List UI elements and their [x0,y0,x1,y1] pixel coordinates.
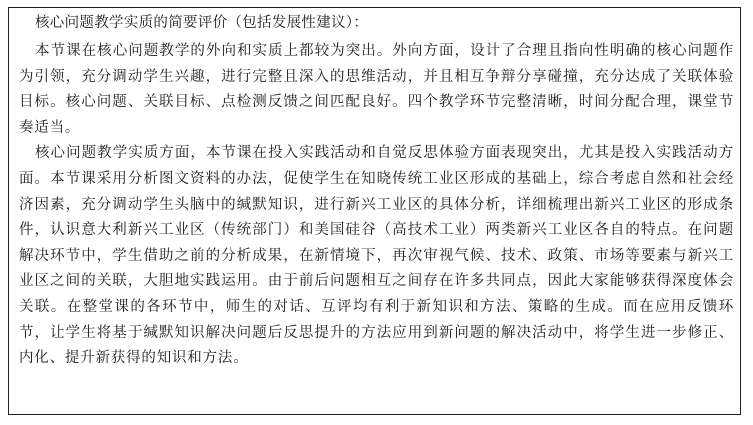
evaluation-box [8,7,741,415]
paragraph-substance-aspect: 核心问题教学实质方面，本节课在投入实践活动和自觉反思体验方面表现突出，尤其是投入实践活动方面。本节课采用分析图文资料的办法，促使学生在知晓传统工业区形成的基础上，综合考虑自然和社会经济因素，充分调动学生头脑中的缄默知识，进行新兴工业区的具体分析，详细梳理出新兴工业区的形成条件，认识意大利新兴工业区（传统部门）和美国硅谷（高技术工业）两类新兴工业区各自的特点。在问题解决环节中，学生借助之前的分析成果，在新情境下，再次审视气候、技术、政策、市场等要素与新兴工业区之间的关联，大胆地实践运用。由于前后问题相互之间存在许多共同点，因此大家能够获得深度体会关联。在整堂课的各环节中，师生的对话、互评均有利于新知识和方法、策略的生成。而在应用反馈环节，让学生将基于缄默知识解决问题后反思提升的方法应用到新问题的解决活动中，将学生进一步修正、内化、提升新获得的知识和方法。 [19,145,734,367]
paragraph-outward-aspect: 本节课在核心问题教学的外向和实质上都较为突出。外向方面，设计了合理且指向性明确的核心问题作为引领，充分调动学生兴趣，进行完整且深入的思维活动，并且相互争辩分享碰撞，充分达成了关联体验目标。核心问题、关联目标、点检测反馈之间匹配良好。四个教学环节完整清晰，时间分配合理，课堂节奏适当。 [19,43,734,136]
evaluation-heading: 核心问题教学实质的简要评价（包括发展性建议）： [35,15,369,31]
